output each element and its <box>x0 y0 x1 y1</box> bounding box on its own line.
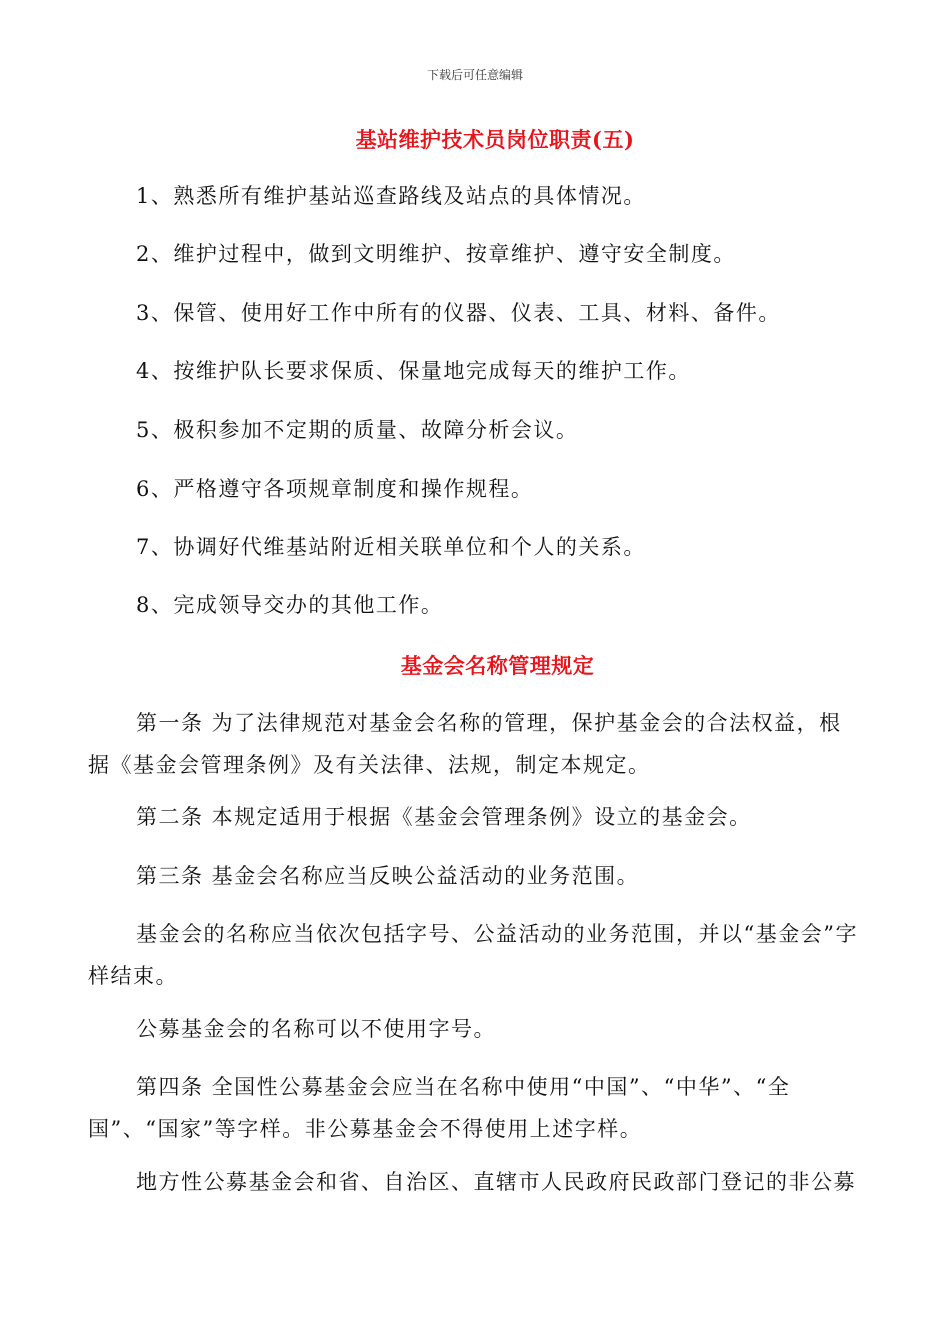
duty-item-7: 7、协调好代维基站附近相关联单位和个人的关系。 <box>136 535 646 559</box>
section-title-duties: 基站维护技术员岗位职责(五) <box>355 127 635 152</box>
duty-item-4: 4、按维护队长要求保质、保量地完成每天的维护工作。 <box>136 359 691 383</box>
duty-item-1: 1、熟悉所有维护基站巡查路线及站点的具体情况。 <box>136 184 646 208</box>
duty-item-6: 6、严格遵守各项规章制度和操作规程。 <box>136 477 534 501</box>
duty-item-3: 3、保管、使用好工作中所有的仪器、仪表、工具、材料、备件。 <box>136 301 781 325</box>
duty-item-8: 8、完成领导交办的其他工作。 <box>136 593 444 617</box>
article-4-paragraph: 第四条 全国性公募基金会应当在名称中使用“中国”、“中华”、“全国”、“国家”等字样。非公募基金会不得使用上述字样。 <box>88 1075 791 1141</box>
article-3-paragraph: 第三条 基金会名称应当反映公益活动的业务范围。 <box>136 864 640 888</box>
local-foundation-paragraph: 地方性公募基金会和省、自治区、直辖市人民政府民政部门登记的非公募 <box>136 1170 856 1194</box>
duty-item-5: 5、极积参加不定期的质量、故障分析会议。 <box>136 418 579 442</box>
article-3-name-paragraph: 基金会的名称应当依次包括字号、公益活动的业务范围，并以“基金会”字样结束。 <box>88 922 858 988</box>
public-foundation-name-paragraph: 公募基金会的名称可以不使用字号。 <box>136 1017 496 1041</box>
article-2-paragraph: 第二条 本规定适用于根据《基金会管理条例》设立的基金会。 <box>136 805 752 829</box>
duty-item-2: 2、维护过程中，做到文明维护、按章维护、遵守安全制度。 <box>136 242 736 266</box>
page-header-note: 下载后可任意编辑 <box>426 68 523 82</box>
section-title-regulation: 基金会名称管理规定 <box>400 653 595 678</box>
article-1-paragraph: 第一条 为了法律规范对基金会名称的管理，保护基金会的合法权益，根据《基金会管理条例》及有关法律、法规，制定本规定。 <box>88 711 842 777</box>
